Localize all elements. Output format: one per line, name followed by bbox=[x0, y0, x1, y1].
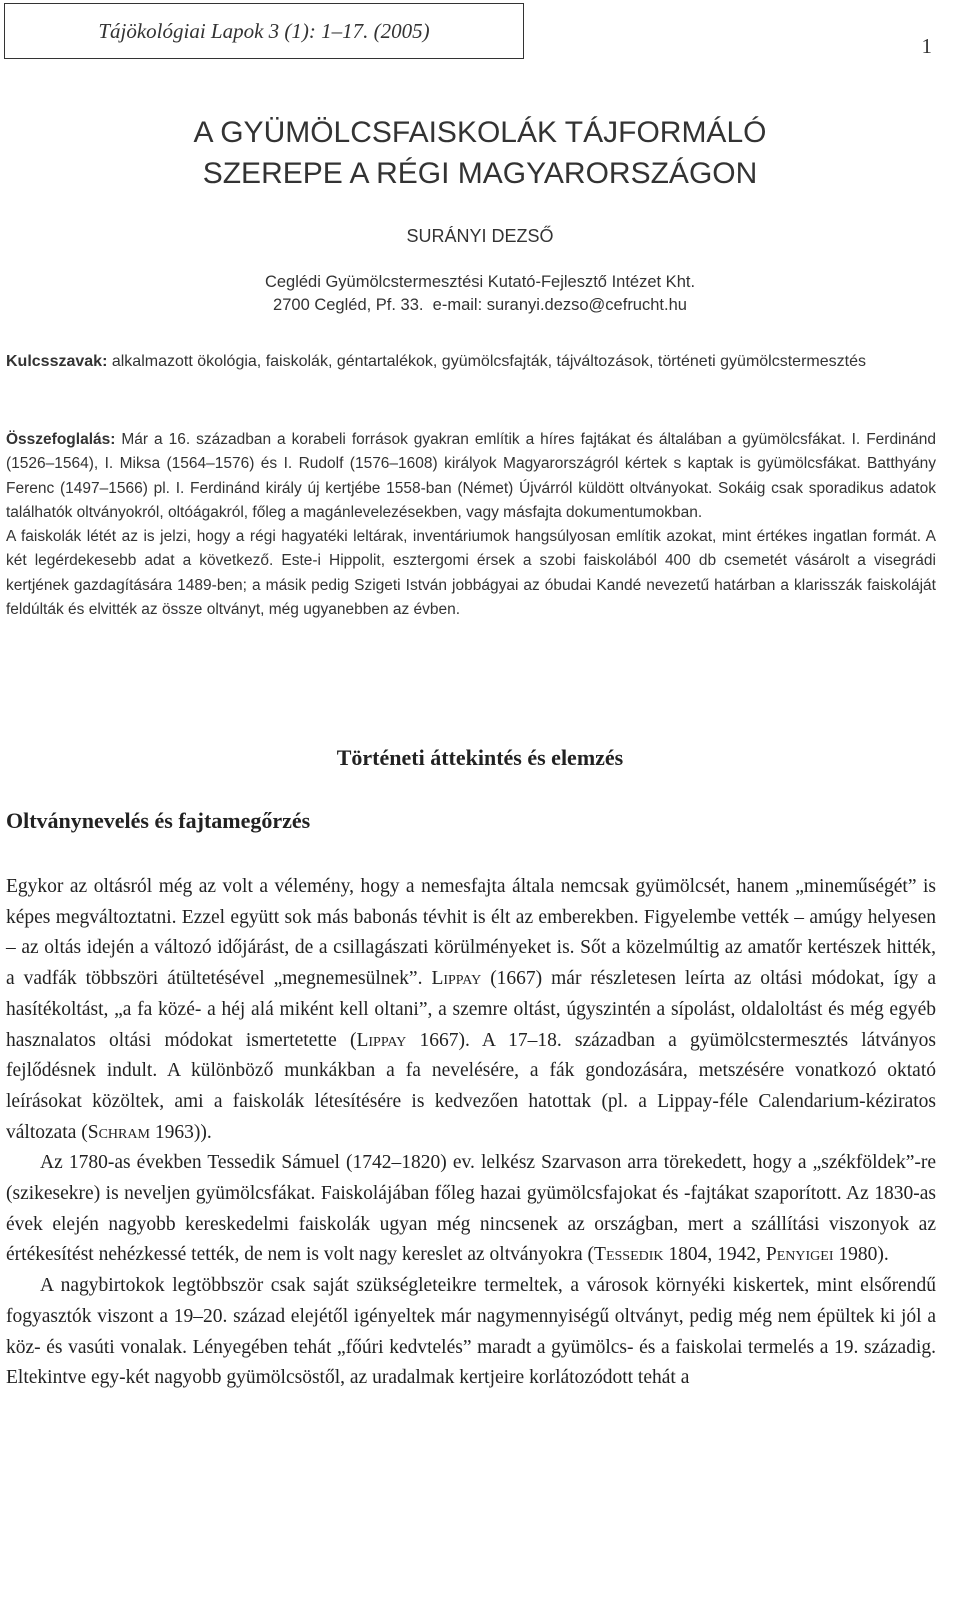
body-p1-text-a: Egykor az oltásról még az volt a vélemény, hogy a nemesfajta általa nemcsak gyümölcsét, hanem „mineműségét” is képes megváltoztatni. Ezzel együtt sok más babonás tévhit is élt az emberekben. Figyelembe vették – amúgy helyesen – az oltás idején a változó időjárást, de a csillagászati körülményeket is. Sőt a közelmúltig az amatőr kertészek hitték, a vadfák többszöri átültetésével „megnemesülnek”. bbox=[6, 876, 936, 990]
section-heading: Történeti áttekintés és elemzés bbox=[336, 745, 624, 770]
author-name: SURÁNYI DEZSŐ bbox=[406, 226, 554, 246]
body-p1-text-b: (1667) már részletesen leírta az oltási módokat, így a hasítékoltást, „a fa közé- a héj alá miként kell oltani”, a szemre oltást, úgyszintén a sípolást, oldaloltást és még egyéb hasznalatos oltási módokat ismertetette ( bbox=[6, 968, 936, 1051]
citation-schram: Schram bbox=[87, 1121, 150, 1143]
abstract-block bbox=[6, 428, 936, 622]
article-title-line-1: A GYÜMÖLCSFAISKOLÁK TÁJFORMÁLÓ bbox=[193, 116, 767, 149]
keywords-label: Kulcsszavak: bbox=[6, 353, 108, 370]
body-p2-text-b: 1804, 1942, bbox=[663, 1244, 766, 1266]
body-paragraph-2 bbox=[6, 1148, 936, 1271]
affiliation-line-2: 2700 Cegléd, Pf. 33. e-mail: suranyi.dezso@cefrucht.hu bbox=[273, 296, 687, 314]
body-paragraph-3: A nagybirtokok legtöbbször csak saját szükségleteikre termeltek, a városok környéki kiskertek, mint elsőrendű fogyasztók viszont a 19–20. század elejétől igényeltek már nagymennyiségű oltványt, pedig még nem épültek ki jól a köz- és vasúti vonalak. Lényegében tehát „főúri kedvtelés” maradt a gyümölcs- és a faiskolai termelés a 19. századig. Eltekintve egy-két nagyobb gyümölcsöstől, az uradalmak kertjeire korlátozódott tehát a bbox=[6, 1275, 936, 1389]
citation-penyigei: Penyigei bbox=[765, 1244, 834, 1266]
body-p2-text-a: Az 1780-as években Tessedik Sámuel (1742–1820) ev. lelkész Szarvason arra törekedett, hogy a „székföldek”-re (szikesekre) is neveljen gyümölcsfákat. Faiskolájában főleg hazai gyümölcsfajokat és -fajtákat szaporított. Az 1830-as évek elején nagyobb kereskedelmi faiskolák ugyan még nincsenek az országban, mert a szállítási viszonyok az értékesítést nehézkessé tették, de nem is volt nagy kereslet az oltványokra ( bbox=[6, 1152, 936, 1266]
journal-citation-box bbox=[4, 3, 524, 59]
abstract-paragraph-1 bbox=[6, 428, 936, 525]
abstract-paragraph-2: A faiskolák létét az is jelzi, hogy a régi hagyatéki leltárak, inventáriumok hangsúlyosan említik azokat, mint értékes ingatlan formát. A két legérdekesebb adat a következő. Este-i Hippolit, esztergomi érsek a szobi faiskolából 400 db csemetét vásárolt a visegrádi kertjének gazdagítására 1489-ben; a másik pedig Szigeti István jobbágyai az óbudai Kandé nevezetű határban a klarisszák faiskoláját feldúlták és elvitték az össze oltványt, még ugyanebben az évben. bbox=[6, 528, 936, 619]
affiliation bbox=[0, 271, 960, 317]
page-number: 1 bbox=[921, 34, 932, 58]
keywords-block bbox=[6, 350, 936, 374]
journal-citation: Tájökológiai Lapok 3 (1): 1–17. (2005) bbox=[98, 18, 430, 43]
body-p2-text-c: 1980). bbox=[833, 1244, 889, 1266]
subsection-heading: Oltványnevelés és fajtamegőrzés bbox=[6, 808, 311, 833]
body-text bbox=[6, 872, 936, 1394]
keywords-text: alkalmazott ökológia, faiskolák, géntartalékok, gyümölcsfajták, tájváltozások, történeti gyümölcstermesztés bbox=[107, 353, 866, 370]
body-p1-text-c: 1667). A 17–18. században a gyümölcstermesztés látványos fejlődésnek indult. A különböző munkákban a fa nevelésére, a fák gondozására, metszésére vonatkozó oktató leírásokat közöltek, ami a faiskolák létesítésére is kedvezően hatottak (pl. a Lippay-féle Calendarium-kéziratos változata ( bbox=[6, 1029, 936, 1143]
body-p1-text-d: 1963)). bbox=[149, 1121, 212, 1143]
citation-lippay: Lippay bbox=[431, 968, 482, 990]
body-paragraph-1 bbox=[6, 872, 936, 1148]
affiliation-line-1: Ceglédi Gyümölcstermesztési Kutató-Fejlesztő Intézet Kht. bbox=[264, 273, 696, 291]
citation-tessedik: Tessedik bbox=[594, 1244, 664, 1266]
article-title bbox=[0, 112, 960, 194]
article-title-line-2: SZEREPE A RÉGI MAGYARORSZÁGON bbox=[202, 157, 758, 190]
citation-lippay-2: Lippay bbox=[356, 1029, 407, 1051]
abstract-label: Összefoglalás: bbox=[6, 431, 116, 448]
abstract-text-1: Már a 16. században a korabeli források gyakran említik a híres fajtákat és általában a gyümölcsfákat. I. Ferdinánd (1526–1564), I. Miksa (1564–1576) és I. Rudolf (1576–1608) királyok Magyarországról kértek s kaptak is gyümölcsfákat. Batthyány Ferenc (1497–1566) pl. I. Ferdinánd király új kertjébe 1558-ban (Német) Újvárról küldött oltványokat. Sokáig csak sporadikus adatok találhatók oltványokról, oltóágakról, főleg a magánlevelezésekben, vagy másfajta dokumentumokban. bbox=[6, 431, 936, 521]
